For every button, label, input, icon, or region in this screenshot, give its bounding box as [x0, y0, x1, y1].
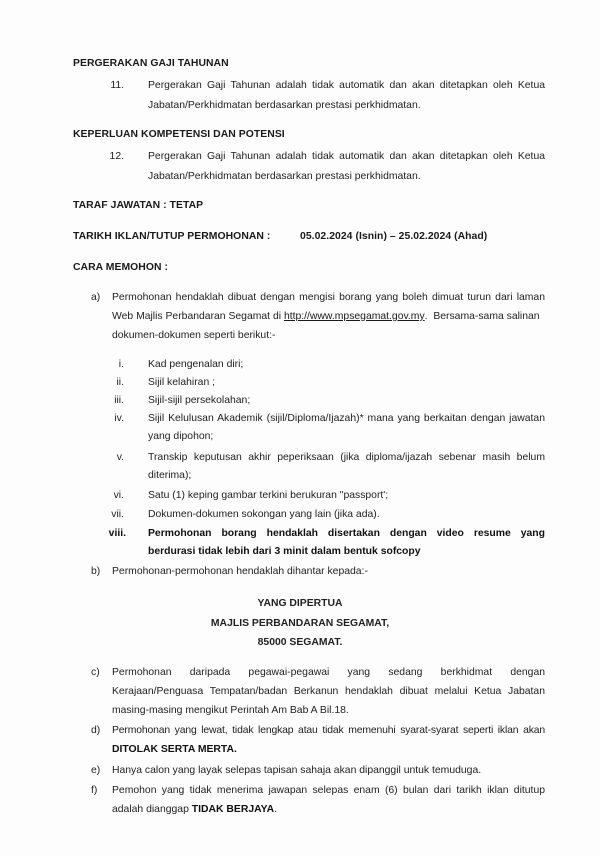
- paragraph-11-line2: Jabatan/Perkhidmatan berdasarkan prestasi perkhidmatan.: [148, 100, 421, 111]
- item-a-line1: Permohonan hendaklah dibuat dengan mengisi borang yang boleh dimuat turun dari laman: [112, 292, 545, 303]
- address-line-1: YANG DIPERTUA: [257, 598, 343, 609]
- website-link[interactable]: http://www.mpsegamat.gov.my: [283, 311, 425, 322]
- heading-pergerakan-gaji: PERGERAKAN GAJI TAHUNAN: [73, 58, 229, 69]
- heading-keperluan-kompetensi: KEPERLUAN KOMPETENSI DAN POTENSI: [73, 129, 285, 140]
- item-a-line2-post: . Bersama-sama salinan: [424, 311, 540, 322]
- doc-marker: i.: [118, 359, 124, 370]
- doc-item: Sijil Kelulusan Akademik (sijil/Diploma/Ijazah)* mana yang berkaitan dengan jawatan: [148, 413, 545, 424]
- item-c-line3: masing-masing mengikut Perintah Am Bab A Bil.18.: [112, 705, 349, 716]
- doc-item: Sijil kelahiran ;: [148, 377, 215, 388]
- item-f-line1: Pemohon yang tidak menerima jawapan selepas enam (6) bulan dari tarikh iklan ditutup: [112, 785, 545, 796]
- item-c-marker: c): [91, 667, 100, 678]
- doc-item: Transkip keputusan akhir peperiksaan (jika diploma/ijazah sebenar masih belum: [148, 452, 545, 463]
- doc-marker: vi.: [113, 490, 124, 501]
- paragraph-12-line2: Jabatan/Perkhidmatan berdasarkan prestasi perkhidmatan.: [148, 171, 421, 182]
- item-f-marker: f): [91, 785, 98, 796]
- doc-marker: iv.: [114, 413, 124, 424]
- item-d-line1: Permohonan yang lewat, tidak lengkap atau tidak memenuhi syarat-syarat seperti iklan akan: [112, 725, 545, 736]
- item-b-marker: b): [91, 566, 101, 577]
- doc-item: Satu (1) keping gambar terkini berukuran "passport';: [148, 490, 389, 501]
- doc-item-continued: berdurasi tidak lebih dari 3 minit dalam bentuk sofcopy: [148, 546, 421, 557]
- tarikh-label: TARIKH IKLAN/TUTUP PERMOHONAN :: [73, 231, 271, 242]
- doc-marker: iii.: [114, 395, 124, 406]
- doc-marker: v.: [116, 452, 124, 463]
- item-f-line2: [112, 804, 277, 815]
- doc-item: Kad pengenalan diri;: [148, 359, 244, 370]
- doc-marker: ii.: [116, 377, 124, 388]
- item-c-line2: Kerajaan/Penguasa Tempatan/badan Berkanun hendaklah dibuat melalui Ketua Jabatan: [112, 686, 545, 697]
- item-f-line2-post: .: [274, 804, 278, 815]
- doc-marker: viii.: [108, 528, 126, 539]
- tarikh-value: 05.02.2024 (Isnin) – 25.02.2024 (Ahad): [300, 231, 488, 242]
- cara-memohon-heading: CARA MEMOHON :: [73, 262, 168, 273]
- doc-marker: vii.: [111, 509, 124, 520]
- item-a-marker: a): [91, 292, 101, 303]
- item-c-line1: Permohonan daripada pegawai-pegawai yang sedang berkhidmat dengan: [112, 667, 545, 678]
- item-e-marker: e): [91, 765, 101, 776]
- doc-item: Permohonan borang hendaklah disertakan dengan video resume yang: [148, 528, 545, 539]
- doc-item: Sijil-sijil persekolahan;: [148, 395, 251, 406]
- doc-item-continued: diterima);: [148, 470, 192, 481]
- paragraph-12-line1: Pergerakan Gaji Tahunan adalah tidak automatik dan akan ditetapkan oleh Ketua: [148, 151, 545, 162]
- item-f-line2-pre: adalah dianggap: [112, 804, 192, 815]
- item-a-line3: dokumen-dokumen seperti berikut:-: [112, 330, 276, 341]
- address-line-2: MAJLIS PERBANDARAN SEGAMAT,: [210, 618, 390, 629]
- item-d-marker: d): [91, 725, 101, 736]
- doc-item-continued: yang dipohon;: [148, 431, 214, 442]
- item-f-line2-bold: TIDAK BERJAYA: [191, 804, 275, 815]
- item-number-11: 11.: [110, 80, 124, 91]
- paragraph-11-line1: Pergerakan Gaji Tahunan adalah tidak automatik dan akan ditetapkan oleh Ketua: [148, 80, 545, 91]
- address-line-3: 85000 SEGAMAT.: [257, 637, 343, 648]
- item-a-line2: [112, 311, 545, 322]
- item-e-text: Hanya calon yang layak selepas tapisan sahaja akan dipanggil untuk temuduga.: [112, 765, 482, 776]
- item-b-text: Permohonan-permohonan hendaklah dihantar kepada:-: [112, 566, 368, 577]
- taraf-jawatan: TARAF JAWATAN : TETAP: [73, 200, 204, 211]
- item-a-line2-pre: Web Majlis Perbandaran Segamat di: [112, 311, 284, 322]
- item-number-12: 12.: [109, 151, 124, 162]
- item-d-line2: DITOLAK SERTA MERTA.: [112, 744, 237, 755]
- doc-item: Dokumen-dokumen sokongan yang lain (jika ada).: [148, 509, 380, 520]
